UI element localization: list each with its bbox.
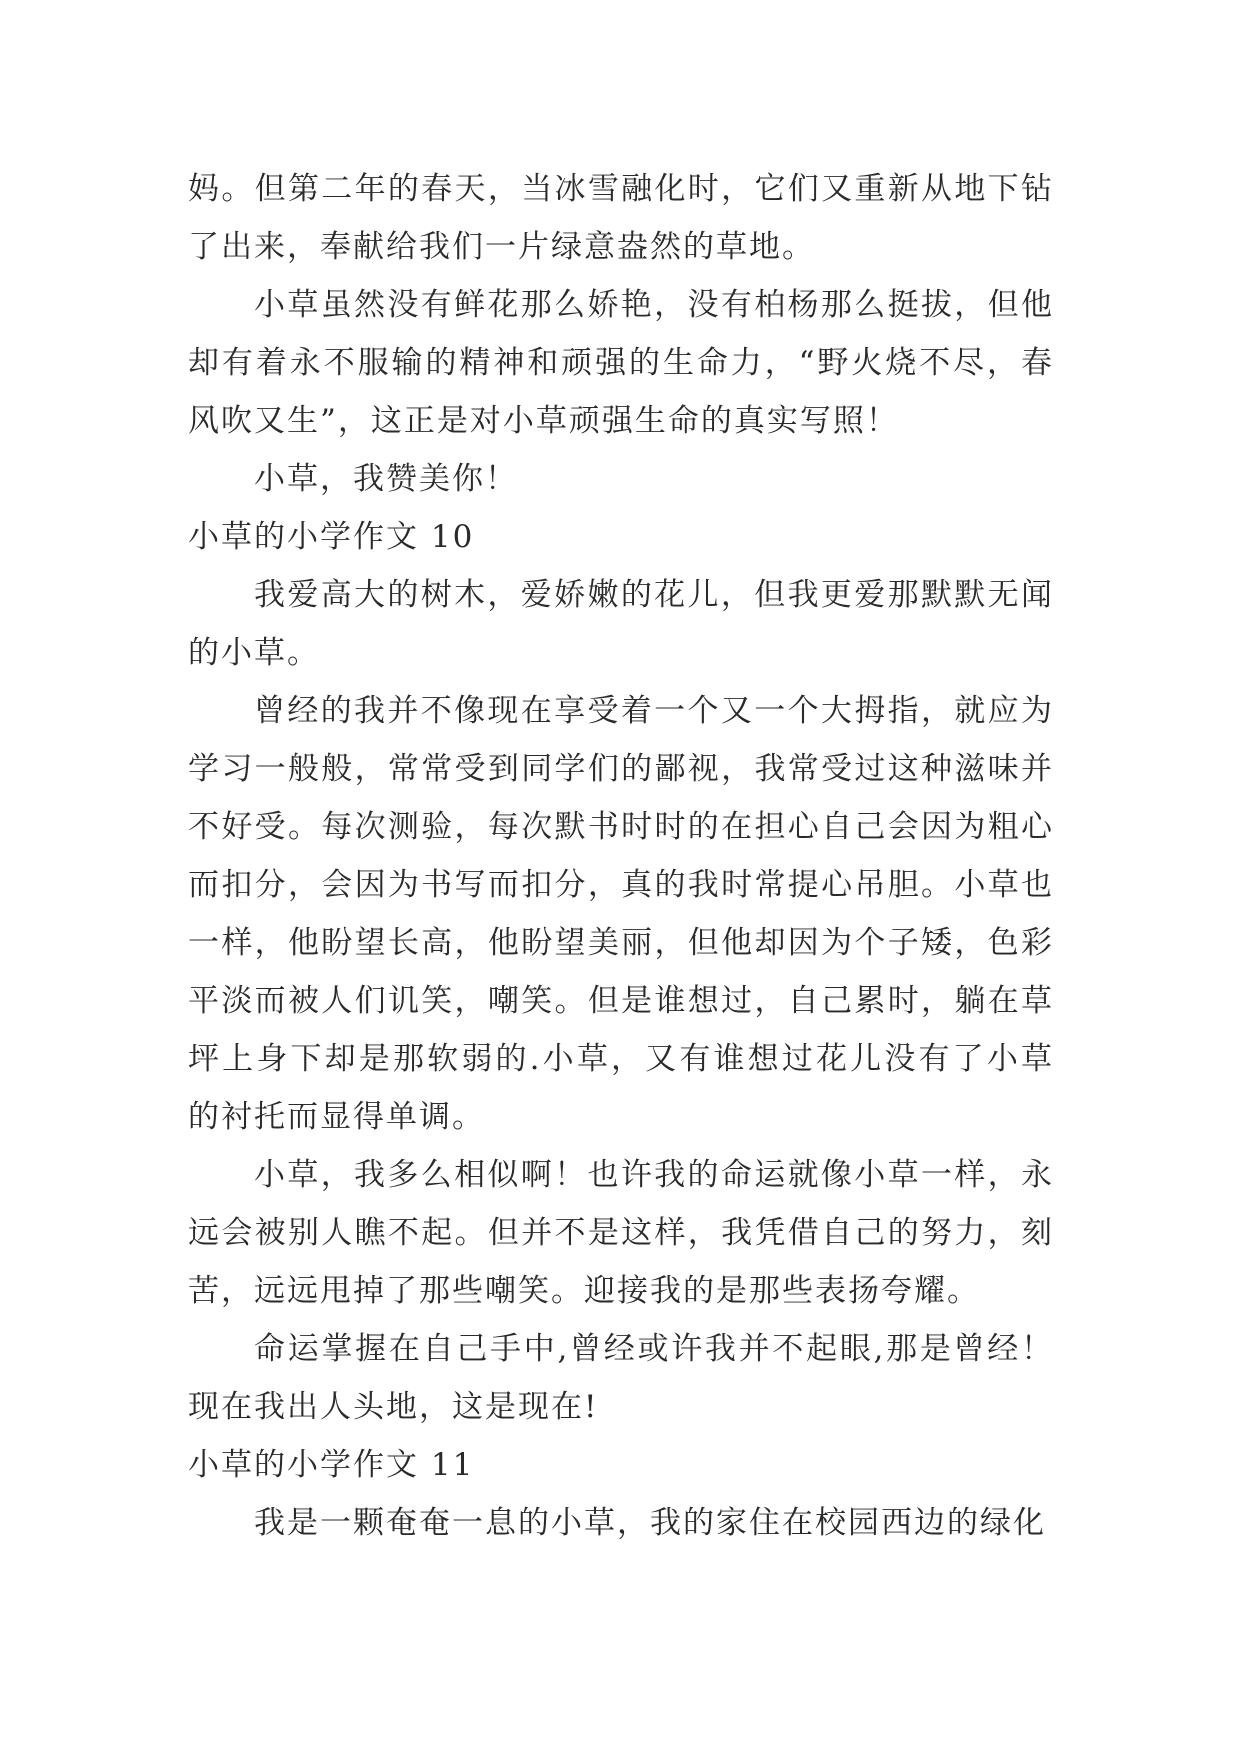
paragraph: 小草虽然没有鲜花那么娇艳，没有柏杨那么挺拔，但他却有着永不服输的精神和顽强的生命力，“野火烧不尽，春风吹又生”，这正是对小草顽强生命的真实写照！	[188, 287, 1054, 439]
section-heading: 小草的小学作文 10	[188, 519, 475, 555]
paragraph: 我爱高大的树木，爱娇嫩的花儿，但我更爱那默默无闻的小草。	[188, 577, 1054, 671]
paragraph: 妈。但第二年的春天，当冰雪融化时，它们又重新从地下钻了出来，奉献给我们一片绿意盎然的草地。	[188, 171, 1054, 265]
paragraph: 小草，我多么相似啊！也许我的命运就像小草一样，永远会被别人瞧不起。但并不是这样，我凭借自己的努力，刻苦，远远甩掉了那些嘲笑。迎接我的是那些表扬夸耀。	[188, 1157, 1054, 1309]
paragraph: 小草，我赞美你！	[254, 461, 518, 497]
paragraph: 我是一颗奄奄一息的小草，我的家住在校园西边的绿化	[254, 1505, 1046, 1541]
paragraph: 曾经的我并不像现在享受着一个又一个大拇指，就应为学习一般般，常常受到同学们的鄙视，我常受过这种滋味并不好受。每次测验，每次默书时时的在担心自己会因为粗心而扣分，会因为书写而扣分，真的我时常提心吊胆。小草也一样，他盼望长高，他盼望美丽，但他却因为个子矮，色彩平淡而被人们讥笑，嘲笑。但是谁想过，自己累时，躺在草坪上身下却是那软弱的.小草，又有谁想过花儿没有了小草的衬托而显得单调。	[188, 693, 1054, 1135]
section-heading: 小草的小学作文 11	[188, 1447, 475, 1483]
paragraph: 命运掌握在自己手中,曾经或许我并不起眼,那是曾经！现在我出人头地，这是现在!	[188, 1331, 1054, 1425]
document-body	[188, 160, 1054, 1552]
